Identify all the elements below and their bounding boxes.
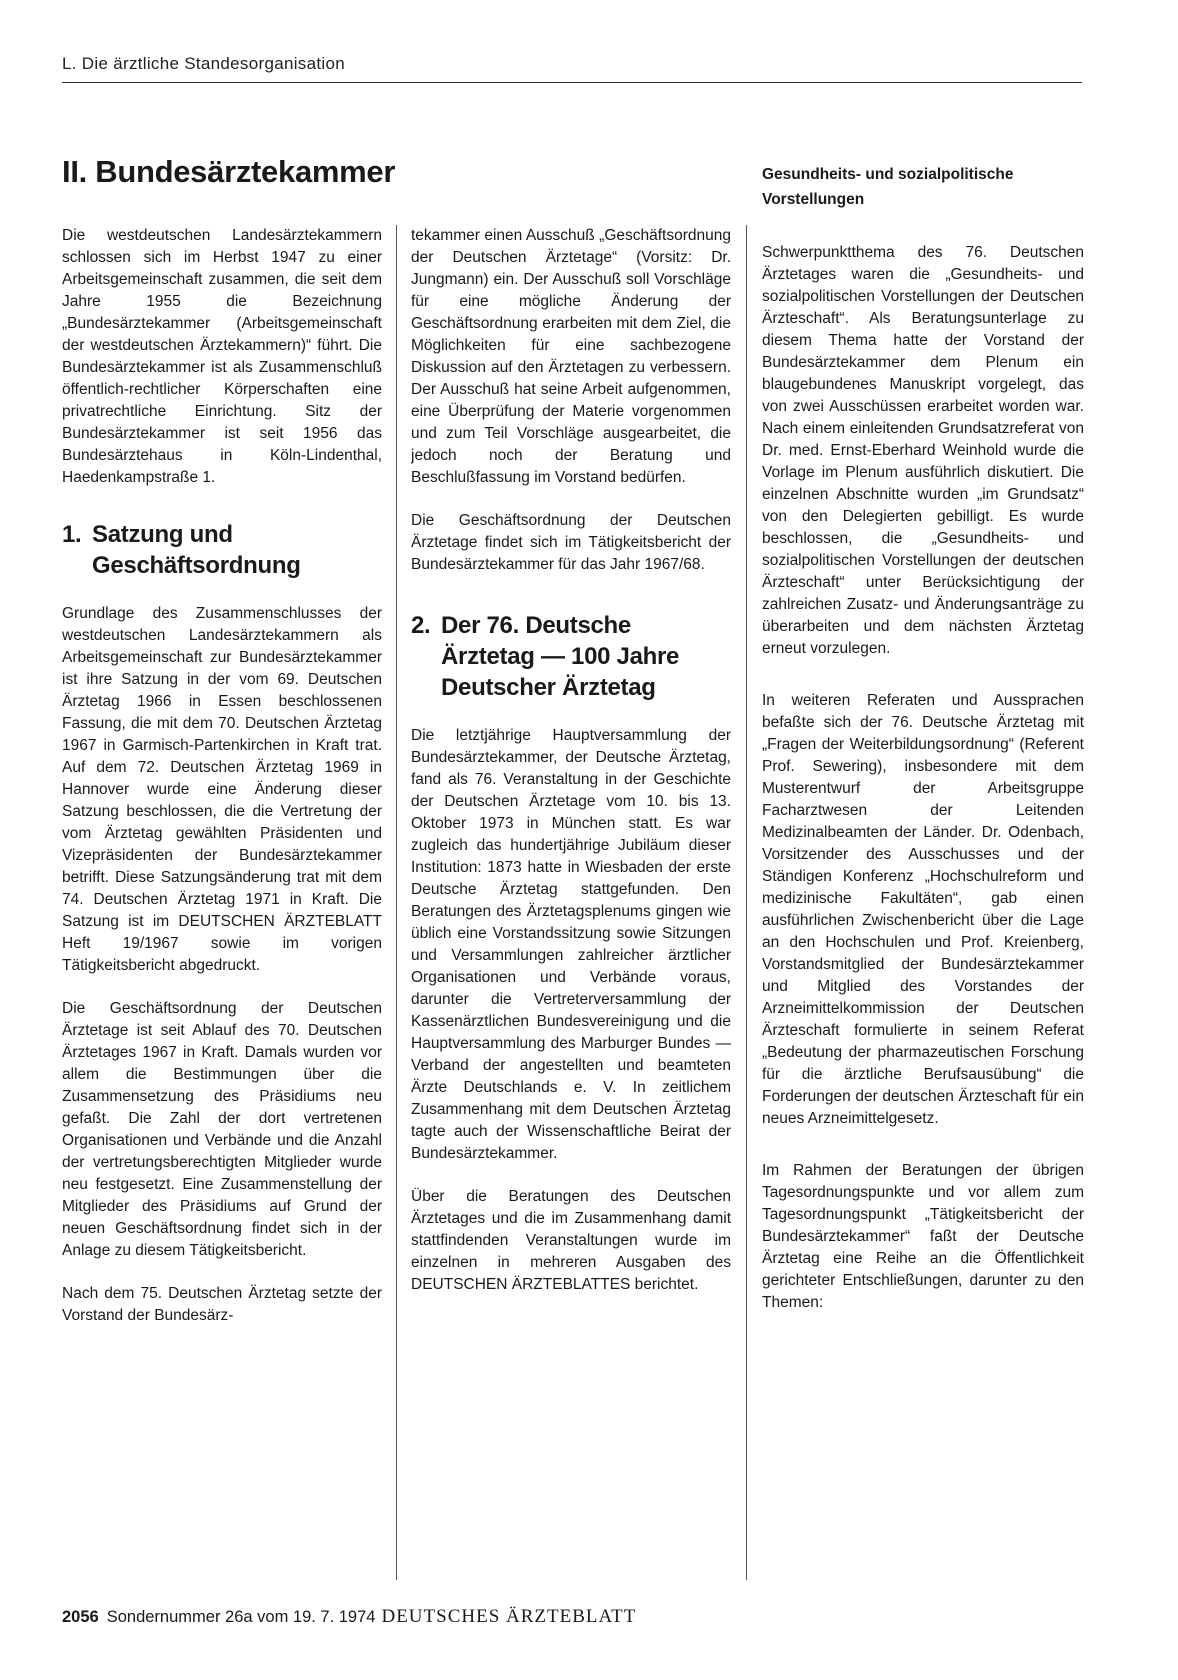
column-middle (411, 225, 731, 1570)
intro-paragraph: Die westdeutschen Landesärztekammern schlossen sich im Herbst 1947 zu einer Arbeitsgemeinschaft zusammen, die seit dem Jahre 1955 die Bezeichnung „Bundesärztekammer (Arbeitsgemeinschaft der westdeutschen Ärztekammern)“ führt. Die Bundesärztekammer ist als Zusammenschluß öffentlich-rechtlicher Körperschaften eine privatrechtliche Einrichtung. Sitz der Bundesärztekammer ist seit 1956 das Bundesärztehaus in Köln-Lindenthal, Haedenkampstraße 1. (62, 227, 382, 486)
section-heading-aerztetag (411, 610, 731, 703)
body-paragraph: Die Geschäftsordnung der Deutschen Ärztetage ist seit Ablauf des 70. Deutschen Ärztetages 1967 in Kraft. Damals wurden vor allem die Bestimmungen über die Zusammensetzung des Präsidiums neu gefaßt. Die Zahl der dort vertretenen Organisationen und Verbände und die Anzahl der vertretungsberechtigten Mitglieder wurde neu festgesetzt. Eine Zusammenstellung der Mitglieder des Präsidiums auf Grund der neuen Geschäftsordnung findet sich in der Anlage zu diesem Tätigkeitsbericht. (62, 1000, 382, 1259)
column-right (762, 242, 1084, 1587)
section-number: 2. (411, 612, 431, 639)
header-rule (62, 82, 1082, 83)
journal-name: DEUTSCHES ÄRZTEBLATT (381, 1606, 637, 1627)
body-paragraph: Die letztjährige Hauptversammlung der Bundesärztekammer, der Deutsche Ärztetag, fand als 76. Veranstaltung in der Geschichte der Deutschen Ärztetage vom 10. bis 13. Oktober 1973 in München statt. Es war zugleich das hundertjährige Jubiläum dieser Institution: 1873 hatte in Wiesbaden der erste Deutsche Ärztetag stattgefunden. Den Beratungen des Ärztetagsplenums gingen wie üblich eine Vorstandssitzung sowie Sitzungen und Versammlungen zahlreicher ärztlicher Organisationen und Verbände voraus, darunter die Vertreterversammlung der Kassenärztlichen Bundesvereinigung und die Hauptversammlung des Marburger Bundes — Verband der angestellten und beamteten Ärzte Deutschlands e. V. In zeitlichem Zusammenhang mit dem Deutschen Ärztetag tagte auch der Wissenschaftliche Beirat der Bundesärztekammer. (411, 727, 731, 1162)
column-left (62, 225, 382, 1570)
body-paragraph: Die Geschäftsordnung der Deutschen Ärztetage findet sich im Tätigkeitsbericht der Bundesärztekammer für das Jahr 1967/68. (411, 512, 731, 573)
section-heading-satzung (62, 519, 382, 581)
page-footer (62, 1606, 636, 1628)
body-paragraph: In weiteren Referaten und Aussprachen befaßte sich der 76. Deutsche Ärztetag mit „Fragen der Weiterbildungsordnung“ (Referent Prof. Sewering), insbesondere mit dem Musterentwurf der Arbeitsgruppe Facharztwesen der Leitenden Medizinalbeamten der Länder. Dr. Odenbach, Vorsitzender des Ausschusses und der Ständigen Konferenz „Hochschulreform und medizinische Fakultäten“, gab einen ausführlichen Zwischenbericht über die Lage an den Hochschulen und Prof. Kreienberg, Vorstandsmitglied der Bundesärztekammer und Mitglied des Vorstandes der Arzneimittelkommission der Deutschen Ärzteschaft formulierte in seinem Referat „Bedeutung der pharmazeutischen Forschung für die ärztliche Berufsausübung“ die Forderungen der deutschen Ärzteschaft für ein neues Arzneimittelgesetz. (762, 692, 1084, 1127)
section-title-line: Deutscher Ärztetag (441, 674, 656, 701)
body-paragraph: Über die Beratungen des Deutschen Ärztetages und die im Zusammenhang damit stattfindenden Veranstaltungen wurde im einzelnen in mehreren Ausgaben des DEUTSCHEN ÄRZTEBLATTES berichtet. (411, 1188, 731, 1293)
body-paragraph: Grundlage des Zusammenschlusses der westdeutschen Landesärztekammern als Arbeitsgemeinschaft zur Bundesärztekammer ist ihre Satzung in der vom 69. Deutschen Ärztetag 1966 in Essen beschlossenen Fassung, die mit dem 70. Deutschen Ärztetag 1967 in Garmisch-Partenkirchen in Kraft trat. Auf dem 72. Deutschen Ärztetag 1969 in Hannover wurde eine Änderung dieser Satzung beschlossen, die die Vertretung der vom Ärztetag gewählten Präsidenten und Vizepräsidenten der Bundesärztekammer betrifft. Diese Satzungsänderung trat mit dem 74. Deutschen Ärztetag 1971 in Kraft. Die Satzung ist im DEUTSCHEN ÄRZTEBLATT Heft 19/1967 sowie im vorigen Tätigkeitsbericht abgedruckt. (62, 605, 382, 974)
body-paragraph: Nach dem 75. Deutschen Ärztetag setzte der Vorstand der Bundesärz- (62, 1285, 382, 1324)
issue-info: Sondernummer 26a vom 19. 7. 1974 (106, 1608, 376, 1626)
section-title-line: Der 76. Deutsche (441, 612, 631, 639)
body-paragraph: Schwerpunktthema des 76. Deutschen Ärztetages waren die „Gesundheits- und sozialpolitischen Vorstellungen der Deutschen Ärzteschaft“. Als Beratungsunterlage zu diesem Thema hatte der Vorstand der Bundesärztekammer dem Plenum ein blaugebundenes Manuskript vorgelegt, das von zwei Ausschüssen erarbeitet worden war. Nach einem einleitenden Grundsatzreferat von Dr. med. Ernst-Eberhard Weinhold wurde die Vorlage im Plenum ausführlich diskutiert. Die einzelnen Abschnitte wurden „im Grundsatz“ von den Delegierten gebilligt. Es wurde beschlossen, die „Gesundheits- und sozialpolitischen Vorstellungen der deutschen Ärzteschaft“ unter Berücksichtigung der zahlreichen Zusatz- und Änderungsanträge zu überarbeiten und dem nächsten Ärztetag erneut vorzulegen. (762, 244, 1084, 657)
running-head: L. Die ärztliche Standesorganisation (62, 54, 345, 73)
page-number: 2056 (62, 1608, 99, 1626)
section-number: 1. (62, 521, 82, 548)
chapter-title: II. Bundesärztekammer (62, 154, 396, 189)
column-divider (746, 225, 747, 1580)
section-title-line: Ärztetag — 100 Jahre (441, 643, 680, 670)
body-paragraph: Im Rahmen der Beratungen der übrigen Tagesordnungspunkte und vor allem zum Tagesordnungspunkt „Tätigkeitsbericht der Bundesärztekammer“ faßt der Deutsche Ärztetag eine Reihe an die Öffentlichkeit gerichteter Entschließungen, darunter zu den Themen: (762, 1162, 1084, 1311)
section-title-line: Geschäftsordnung (92, 552, 301, 579)
body-paragraph: tekammer einen Ausschuß „Geschäftsordnung der Deutschen Ärztetage“ (Vorsitz: Dr. Jungmann) ein. Der Ausschuß soll Vorschläge für eine mögliche Änderung der Geschäftsordnung erarbeiten mit dem Ziel, die Möglichkeiten für eine sachbezogene Diskussion auf den Ärztetagen zu verbessern. Der Ausschuß hat seine Arbeit aufgenommen, eine Überprüfung der Materie vorgenommen und zum Teil Vorschläge ausgearbeitet, die jedoch noch der Beratung und Beschlußfassung im Vorstand bedürfen. (411, 227, 731, 486)
section-title-line: Satzung und (92, 521, 233, 548)
subsection-heading: Gesundheits- und sozialpolitische Vorstellungen (762, 166, 1014, 208)
column-divider (396, 225, 397, 1580)
